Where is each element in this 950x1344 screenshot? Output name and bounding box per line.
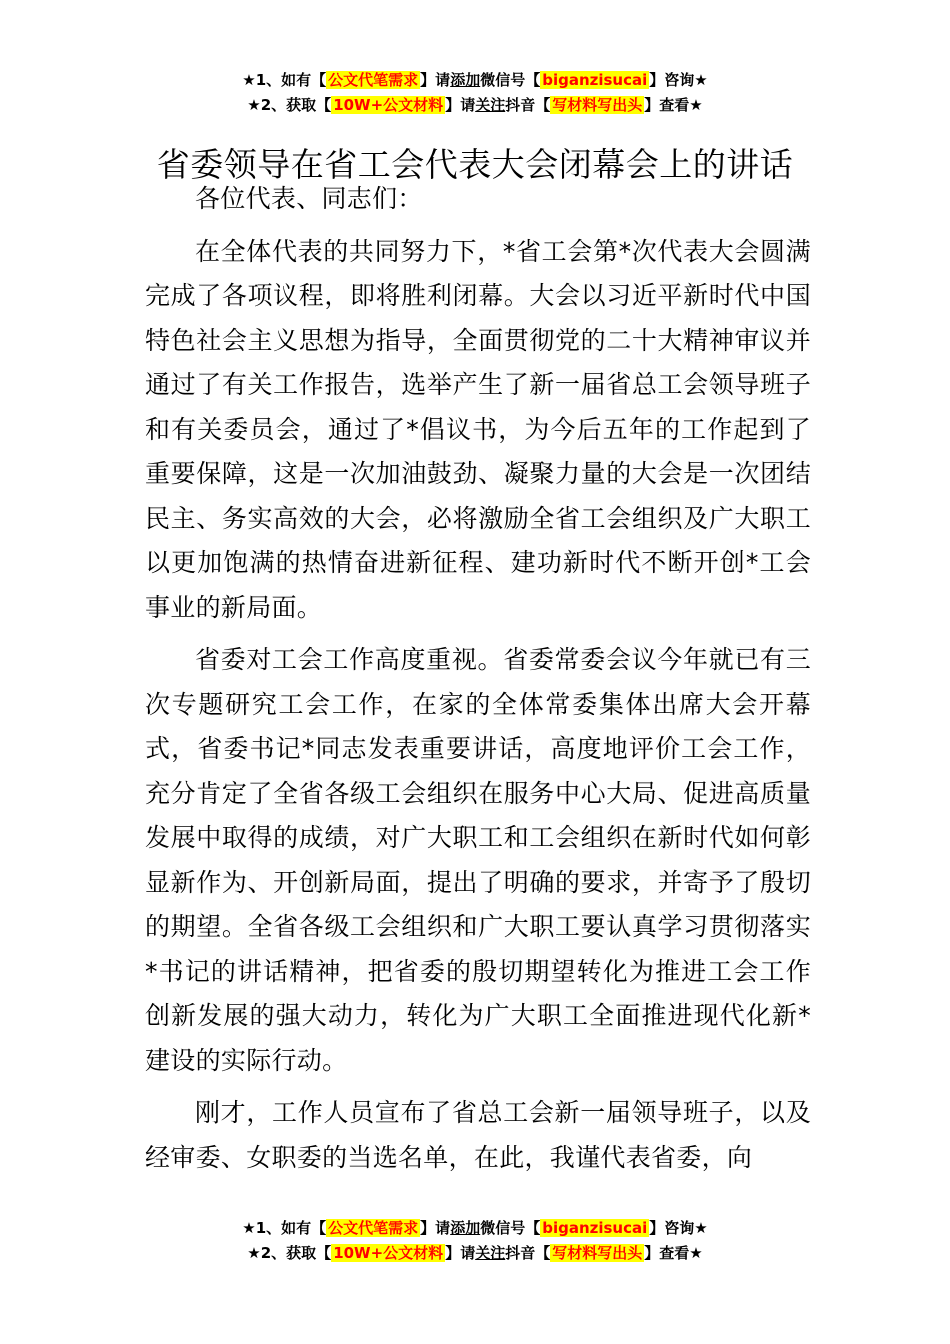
highlight-wechat-id: biganzisucai (542, 71, 648, 89)
highlight-materials: 10W+公文材料 (333, 1244, 444, 1262)
document-title: 省委领导在省工会代表大会闭幕会上的讲话 (156, 145, 794, 185)
highlight-ghostwriting: 公文代笔需求 (328, 71, 419, 89)
paragraph: 省委对工会工作高度重视。省委常委会议今年就已有三次专题研究工会工作，在家的全体常委集体出席大会开幕式，省委书记*同志发表重要讲话，高度地评价工会工作，充分肯定了全省各级工会组织在服务中心大局、促进高质量发展中取得的成绩，对广大职工和工会组织在新时代如何彰显新作为、开创新局面，提出了明确的要求，并寄予了殷切的期望。全省各级工会组织和广大职工要认真学习贯彻落实*书记的讲话精神，把省委的殷切期望转化为推进工会工作创新发展的强大动力，转化为广大职工全面推进现代化新*建设的实际行动。 (145, 645, 811, 1075)
banner-line-1: ★1、如有【 公文代笔需求 】请添加微信号【 biganzisucai 】咨询★ (242, 71, 708, 89)
highlight-wechat-id: biganzisucai (542, 1219, 648, 1237)
banner-line-2: ★2、获取【 10W+公文材料 】请关注抖音【 写材料写出头 】查看★ (247, 1244, 703, 1262)
paragraph: 在全体代表的共同努力下，*省工会第*次代表大会圆满完成了各项议程，即将胜利闭幕。大会以习近平新时代中国特色社会主义思想为指导，全面贯彻党的二十大精神审议并通过了有关工作报告，选举产生了新一届省总工会领导班子和有关委员会，通过了*倡议书，为今后五年的工作起到了重要保障，这是一次加油鼓劲、凝聚力量的大会是一次团结民主、务实高效的大会，必将激励全省工会组织及广大职工以更加饱满的热情奋进新征程、建功新时代不断开创*工会事业的新局面。 (145, 236, 811, 622)
highlight-douyin-account: 写材料写出头 (552, 1244, 643, 1262)
paragraph: 刚才，工作人员宣布了省总工会新一届领导班子，以及经审委、女职委的当选名单，在此，我谨代表省委，向 (145, 1098, 811, 1172)
highlight-ghostwriting: 公文代笔需求 (328, 1219, 419, 1237)
highlight-materials: 10W+公文材料 (333, 96, 444, 114)
banner-line-2: ★2、获取【 10W+公文材料 】请关注抖音【 写材料写出头 】查看★ (247, 96, 703, 114)
header-banner (0, 68, 950, 118)
highlight-douyin-account: 写材料写出头 (552, 96, 643, 114)
greeting: 各位代表、同志们： (195, 184, 423, 213)
banner-line-1: ★1、如有【 公文代笔需求 】请添加微信号【 biganzisucai 】咨询★ (242, 1219, 708, 1237)
document-body (145, 177, 811, 1188)
footer-banner (0, 1216, 950, 1266)
